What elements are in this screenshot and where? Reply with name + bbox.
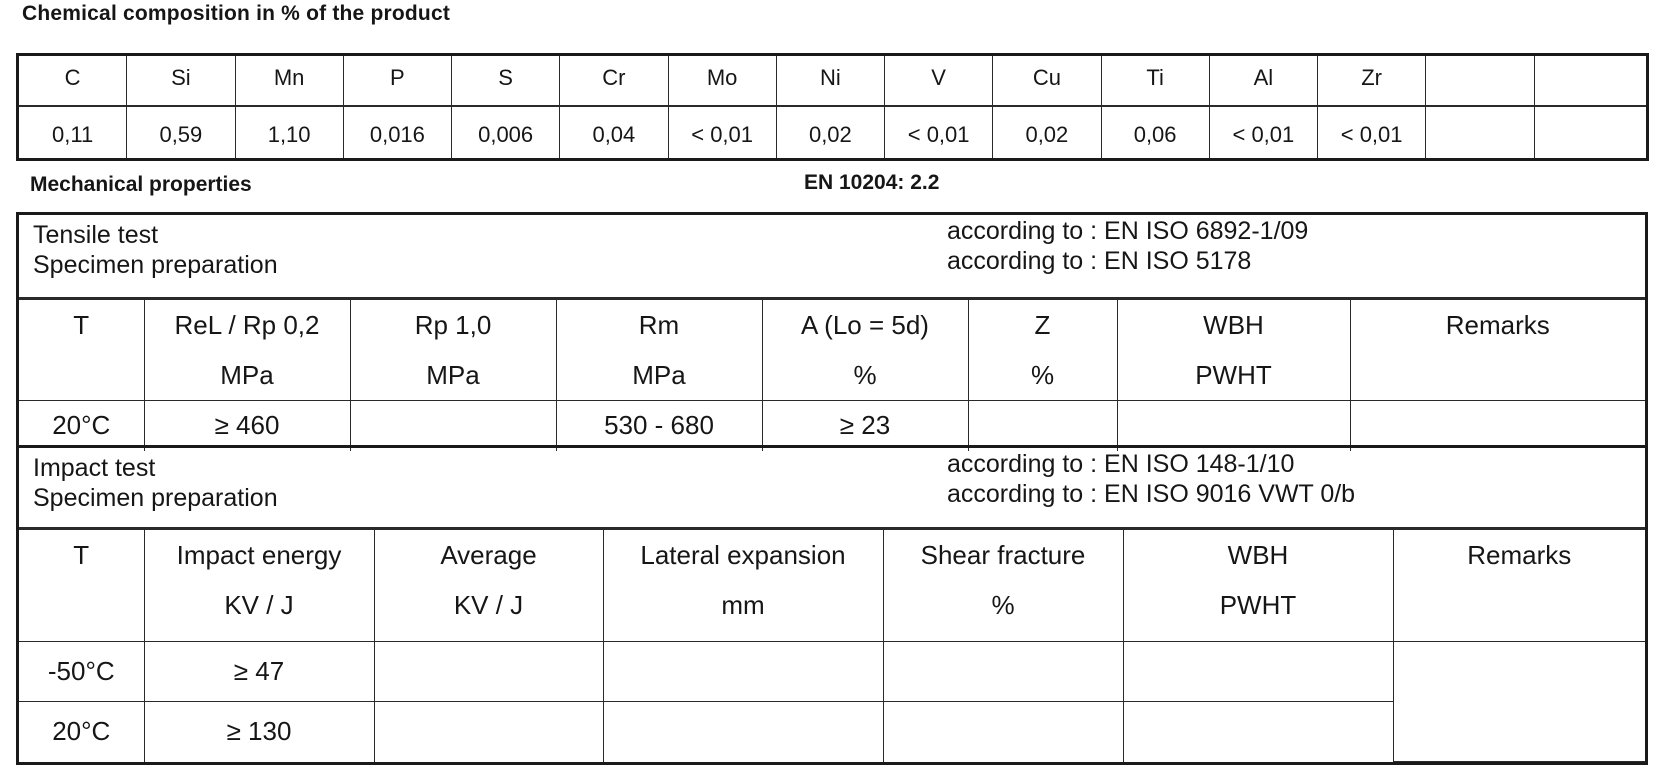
impact-header-cell: Impact energy KV / J — [144, 530, 374, 642]
tensile-header-row — [19, 300, 1645, 401]
element-value: 0,006 — [452, 107, 560, 158]
tensile-header-cell: Rp 1,0 MPa — [350, 300, 556, 401]
impact-value-cell — [883, 702, 1123, 762]
impact-header-cell: WBH PWHT — [1123, 530, 1393, 642]
impact-value-cell — [603, 642, 883, 702]
element-cell: Mo — [669, 56, 777, 107]
element-cell: V — [885, 56, 993, 107]
element-value: 0,04 — [560, 107, 668, 158]
chemical-composition-title: Chemical composition in % of the product — [22, 2, 451, 25]
element-cell: Cu — [993, 56, 1101, 107]
impact-header-row — [19, 530, 1645, 642]
impact-value-cell — [603, 702, 883, 762]
impact-header-cell: Remarks — [1393, 530, 1645, 642]
impact-header-cell: Average KV / J — [374, 530, 603, 642]
tensile-value-cell — [1117, 401, 1350, 451]
impact-header-cell: Shear fracture % — [883, 530, 1123, 642]
mechanical-properties-section — [16, 212, 1648, 765]
element-cell: C — [19, 56, 127, 107]
tensile-specimen-label: Specimen preparation — [33, 251, 278, 279]
element-value: < 0,01 — [1318, 107, 1426, 158]
tensile-value-cell — [1350, 401, 1645, 451]
impact-test-standard: according to : EN ISO 148-1/10 — [947, 450, 1295, 478]
element-cell: Ni — [777, 56, 885, 107]
element-cell — [1535, 56, 1647, 107]
tensile-test-header — [19, 215, 1645, 299]
impact-value-cell: -50°C — [19, 642, 144, 702]
element-value: 0,11 — [19, 107, 127, 158]
element-cell: Cr — [560, 56, 668, 107]
element-value — [1535, 107, 1647, 158]
element-value: < 0,01 — [1210, 107, 1318, 158]
chemical-composition-table — [16, 53, 1649, 161]
element-cell: Mn — [236, 56, 344, 107]
element-cell: S — [452, 56, 560, 107]
tensile-specimen-standard: according to : EN ISO 5178 — [947, 247, 1252, 275]
mechanical-properties-title: Mechanical properties — [30, 173, 252, 196]
table-row — [19, 642, 1645, 702]
impact-specimen-standard: according to : EN ISO 9016 VWT 0/b — [947, 480, 1356, 508]
element-cell — [1426, 56, 1534, 107]
element-value: 0,59 — [127, 107, 235, 158]
table-row — [19, 401, 1645, 451]
tensile-test-label: Tensile test — [33, 221, 159, 249]
element-value: 0,02 — [777, 107, 885, 158]
tensile-header-cell: Z % — [968, 300, 1117, 401]
tensile-header-cell: T — [19, 300, 144, 401]
element-value: 0,016 — [344, 107, 452, 158]
impact-specimen-label: Specimen preparation — [33, 484, 278, 512]
element-value — [1426, 107, 1534, 158]
tensile-header-cell: A (Lo = 5d) % — [762, 300, 968, 401]
impact-value-cell — [1123, 702, 1393, 762]
impact-header-cell: T — [19, 530, 144, 642]
tensile-value-cell: ≥ 23 — [762, 401, 968, 451]
impact-remarks-cell — [1393, 642, 1645, 762]
impact-value-cell — [883, 642, 1123, 702]
impact-value-cell — [1123, 642, 1393, 702]
tensile-test-table — [19, 299, 1645, 451]
impact-value-cell — [374, 702, 603, 762]
element-cell: Al — [1210, 56, 1318, 107]
tensile-test-standard: according to : EN ISO 6892-1/09 — [947, 217, 1309, 245]
element-cell: Zr — [1318, 56, 1426, 107]
element-value: 1,10 — [236, 107, 344, 158]
impact-test-label: Impact test — [33, 454, 156, 482]
tensile-value-cell: 20°C — [19, 401, 144, 451]
tensile-value-cell — [350, 401, 556, 451]
tensile-value-cell: ≥ 460 — [144, 401, 350, 451]
impact-value-cell: ≥ 130 — [144, 702, 374, 762]
impact-value-cell: ≥ 47 — [144, 642, 374, 702]
element-value: < 0,01 — [885, 107, 993, 158]
tensile-header-cell: Remarks — [1350, 300, 1645, 401]
element-cell: Si — [127, 56, 235, 107]
tensile-header-cell: WBH PWHT — [1117, 300, 1350, 401]
impact-test-header — [19, 445, 1645, 529]
inspection-standard: EN 10204: 2.2 — [804, 171, 940, 194]
element-value: 0,06 — [1102, 107, 1210, 158]
element-value: 0,02 — [993, 107, 1101, 158]
impact-test-table — [19, 529, 1645, 762]
tensile-header-cell: ReL / Rp 0,2 MPa — [144, 300, 350, 401]
impact-value-cell: 20°C — [19, 702, 144, 762]
impact-value-cell — [374, 642, 603, 702]
tensile-value-cell: 530 - 680 — [556, 401, 762, 451]
element-cell: P — [344, 56, 452, 107]
tensile-header-cell: Rm MPa — [556, 300, 762, 401]
tensile-value-cell — [968, 401, 1117, 451]
impact-header-cell: Lateral expansion mm — [603, 530, 883, 642]
element-value: < 0,01 — [669, 107, 777, 158]
element-cell: Ti — [1102, 56, 1210, 107]
